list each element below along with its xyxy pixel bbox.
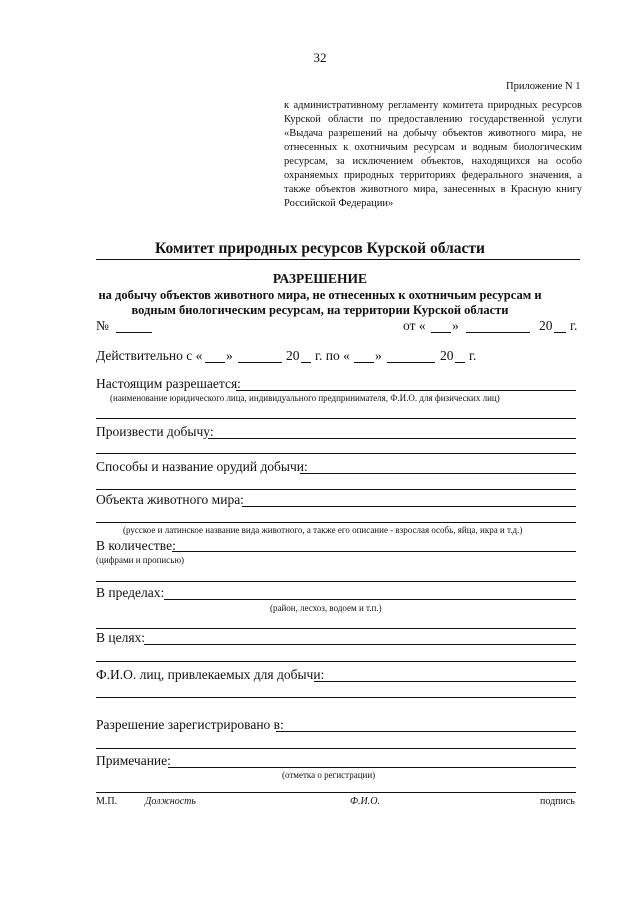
object-hint: (русское и латинское название вида животного, а также его описание - взрослая особь, яйца, икра и т.д.) bbox=[123, 525, 523, 535]
purpose-field[interactable] bbox=[144, 644, 576, 645]
permitted-field-line-2[interactable] bbox=[96, 418, 576, 419]
org-underline bbox=[96, 259, 580, 260]
date-day-field[interactable] bbox=[431, 332, 451, 333]
valid-from-day-field[interactable] bbox=[205, 362, 225, 363]
valid-from-year-prefix: 20 bbox=[286, 348, 300, 363]
valid-to-month-field[interactable] bbox=[387, 362, 435, 363]
methods-label: Способы и название орудий добычи: bbox=[96, 459, 308, 474]
object-field-line-2[interactable] bbox=[96, 522, 576, 523]
name-label: Ф.И.О. bbox=[350, 796, 380, 807]
note-field[interactable] bbox=[168, 767, 576, 768]
permitted-hint: (наименование юридического лица, индивидуального предпринимателя, Ф.И.О. для физических лиц) bbox=[110, 393, 500, 403]
valid-label: Действительно с « bbox=[96, 348, 203, 363]
registered-field-line-2[interactable] bbox=[96, 748, 576, 749]
intro-line: к административному регламенту комитета природных ресурсов bbox=[284, 100, 582, 111]
organization-name: Комитет природных ресурсов Курской области bbox=[155, 240, 485, 257]
date-year-prefix: 20 bbox=[539, 318, 553, 333]
document-subtitle-line-2: водным биологическим ресурсам, на территории Курской области bbox=[131, 303, 509, 317]
quantity-field[interactable] bbox=[172, 551, 576, 552]
persons-label: Ф.И.О. лиц, привлекаемых для добычи: bbox=[96, 667, 325, 682]
methods-field-line-2[interactable] bbox=[96, 489, 576, 490]
regulation-reference bbox=[284, 99, 582, 211]
date-month-field[interactable] bbox=[466, 332, 530, 333]
intro-line: Курской области по предоставлению государственной услуги bbox=[284, 114, 582, 125]
footer-line bbox=[96, 792, 576, 793]
methods-field[interactable] bbox=[300, 473, 576, 474]
signature-label: подпись bbox=[540, 796, 575, 807]
object-field[interactable] bbox=[242, 506, 576, 507]
page-number: 32 bbox=[313, 50, 327, 65]
produce-field[interactable] bbox=[208, 438, 576, 439]
number-field[interactable] bbox=[116, 332, 152, 333]
quantity-field-line-2[interactable] bbox=[96, 581, 576, 582]
valid-from-year-field[interactable] bbox=[301, 362, 311, 363]
note-hint: (отметка о регистрации) bbox=[282, 770, 376, 780]
registered-label: Разрешение зарегистрировано в: bbox=[96, 717, 284, 732]
limits-field[interactable] bbox=[164, 599, 576, 600]
valid-from-month-field[interactable] bbox=[238, 362, 282, 363]
persons-field[interactable] bbox=[314, 681, 576, 682]
purpose-field-line-2[interactable] bbox=[96, 661, 576, 662]
date-year-field[interactable] bbox=[554, 332, 566, 333]
intro-line: также объектов животного мира, занесенных в Красную книгу bbox=[284, 184, 582, 195]
quantity-label: В количестве: bbox=[96, 538, 176, 553]
produce-field-line-2[interactable] bbox=[96, 453, 576, 454]
registered-field[interactable] bbox=[276, 731, 576, 732]
intro-line: Российской Федерации» bbox=[284, 198, 394, 209]
document-title: РАЗРЕШЕНИЕ bbox=[272, 271, 368, 286]
position-label: Должность bbox=[145, 796, 196, 807]
valid-quote-close-2: » bbox=[375, 348, 382, 363]
valid-to-day-field[interactable] bbox=[354, 362, 374, 363]
number-label: № bbox=[96, 318, 109, 333]
limits-field-line-2[interactable] bbox=[96, 628, 576, 629]
note-label: Примечание: bbox=[96, 753, 171, 768]
purpose-label: В целях: bbox=[96, 630, 146, 645]
permitted-label: Настоящим разрешается: bbox=[96, 376, 241, 391]
intro-line: отнесенных к охотничьим ресурсам и водным биологическим bbox=[284, 142, 582, 153]
date-quote-close: » bbox=[452, 318, 459, 333]
valid-to-year-field[interactable] bbox=[455, 362, 465, 363]
permitted-field[interactable] bbox=[236, 390, 576, 391]
valid-end: г. bbox=[469, 348, 477, 363]
valid-to-label: г. по « bbox=[315, 348, 350, 363]
valid-quote-close: » bbox=[226, 348, 233, 363]
document-subtitle-line-1: на добычу объектов животного мира, не отнесенных к охотничьим ресурсам и bbox=[98, 288, 542, 302]
quantity-hint: (цифрами и прописью) bbox=[96, 555, 185, 565]
object-label: Объекта животного мира: bbox=[96, 492, 244, 507]
valid-to-year-prefix: 20 bbox=[440, 348, 454, 363]
produce-label: Произвести добычу: bbox=[96, 424, 214, 439]
persons-field-line-2[interactable] bbox=[96, 697, 576, 698]
date-suffix: г. bbox=[570, 318, 578, 333]
intro-line: «Выдача разрешений на добычу объектов животного мира, не bbox=[284, 128, 582, 139]
appendix-label: Приложение N 1 bbox=[506, 81, 581, 92]
intro-line: ресурсам, за исключением объектов, находящихся на особо bbox=[284, 156, 582, 167]
stamp-label: М.П. bbox=[96, 796, 118, 807]
limits-label: В пределах: bbox=[96, 585, 165, 600]
limits-hint: (район, лесхоз, водоем и т.п.) bbox=[270, 603, 382, 613]
intro-line: охраняемых природных территориях федерального значения, а bbox=[284, 170, 582, 181]
date-prefix: от « bbox=[403, 318, 426, 333]
